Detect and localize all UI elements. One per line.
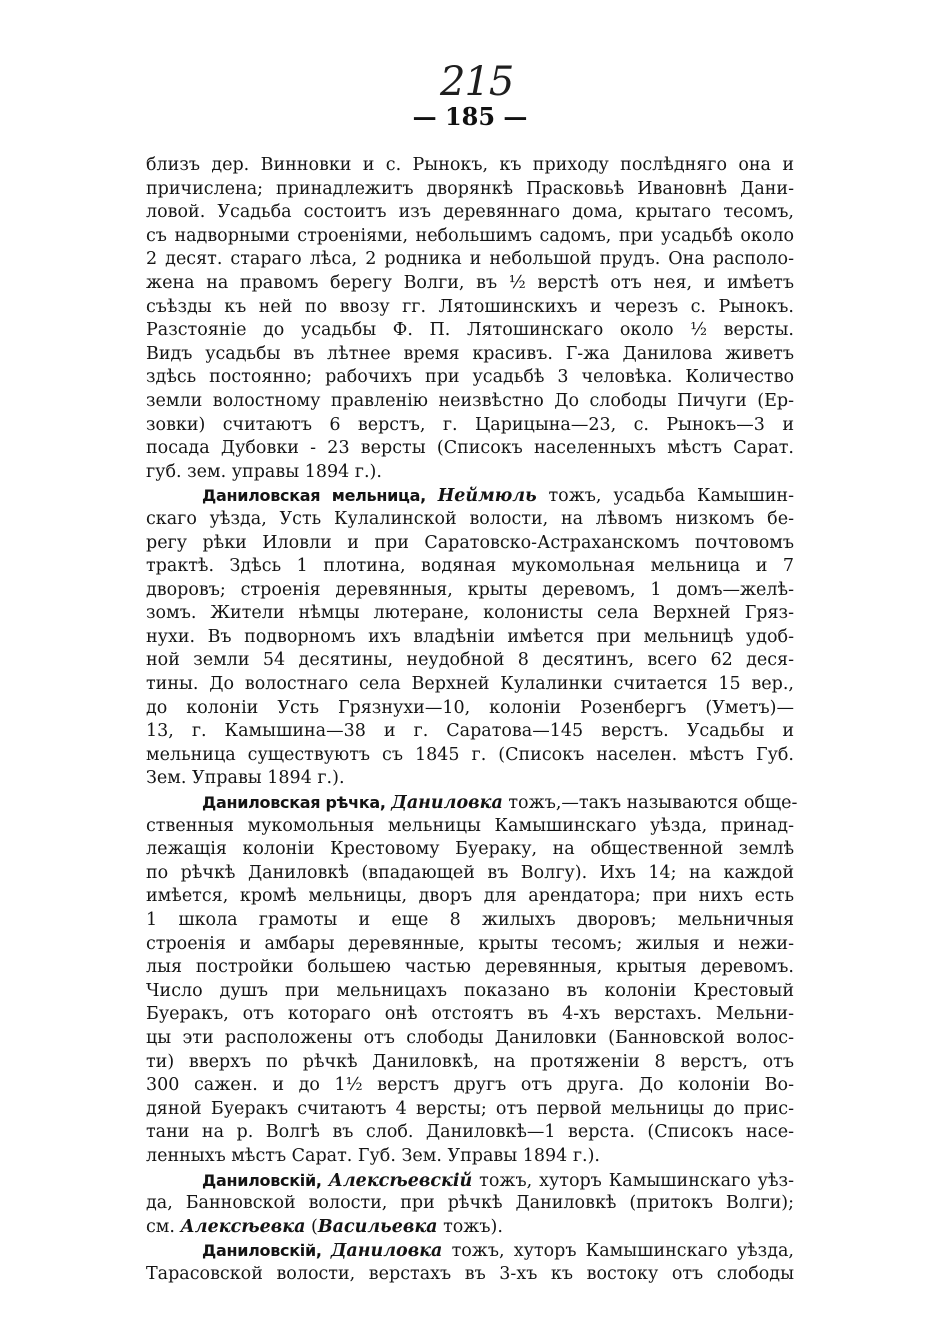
text-line: Тарасовской волости, верстахъ въ 3-хъ къ востоку отъ слободы xyxy=(146,1263,794,1284)
text-line: цы эти расположены отъ слободы Даниловки (Банновской волос- xyxy=(146,1027,794,1048)
handwritten-page-number: 215 xyxy=(440,59,514,105)
text-line: Число душъ при мельницахъ показано въ колоніи Крестовый xyxy=(146,980,794,1001)
entry-term: Даниловская мельница, xyxy=(202,486,426,506)
text-fragment: тожъ). xyxy=(437,1216,503,1237)
text-fragment: тожъ, усадьба Камышин- xyxy=(536,486,794,507)
text-line: зомъ. Жители нѣмцы лютеране, колонисты села Верхней Гряз- xyxy=(146,603,794,624)
text-line: до колоніи Усть Грязнухи—10, колоніи Розенбергъ (Уметъ)— xyxy=(146,697,794,718)
text-line: строенія и амбары деревянные, крыты тесомъ; жилыя и нежи- xyxy=(146,933,794,954)
entry-term: Даниловскій, xyxy=(202,1241,322,1261)
entry-danilovskiy-alekseevskiy xyxy=(146,1169,794,1240)
text-line: 300 сажен. и до 1½ верстъ другъ отъ друга. До колоніи Во- xyxy=(146,1075,794,1096)
entry-term: Даниловскій, xyxy=(202,1170,322,1190)
text-line: губ. зем. управы 1894 г.). xyxy=(146,461,382,482)
text-line: здѣсь постоянно; рабочихъ при усадьбѣ 3 человѣка. Количество xyxy=(146,367,794,388)
text-line: регу рѣки Иловли и при Саратовско-Астраханскомъ почтовомъ xyxy=(146,532,794,553)
entry-danilovskaya-melnitsa xyxy=(146,484,794,791)
entry-danilovskiy-danilovka xyxy=(146,1239,794,1286)
entry-alt-name: Даниловка xyxy=(391,793,503,814)
text-line: дяной Буеракъ считаютъ 4 версты; отъ первой мельницы до прис- xyxy=(146,1098,794,1119)
text-fragment: тожъ, хуторъ Камышинскаго уѣзда, xyxy=(442,1241,794,1262)
text-line: причислена; принадлежитъ дворянкѣ Прасковьѣ Ивановнѣ Дани- xyxy=(146,178,794,199)
text-line: нухи. Въ подворномъ ихъ владѣніи имѣется при мельницѣ удоб- xyxy=(146,626,794,647)
cross-reference-line xyxy=(146,1216,794,1240)
cross-reference: Алексѣевка xyxy=(180,1216,306,1237)
text-fragment: тожъ,—такъ называются обще- xyxy=(502,793,798,814)
text-line: ной земли 54 десятины, неудобной 8 десятинъ, всего 62 деся- xyxy=(146,650,794,671)
text-line: имѣется, кромѣ мельницы, дворъ для арендатора; при нихъ есть xyxy=(146,886,794,907)
entry-alt-name: Неймюль xyxy=(437,486,537,507)
text-line: Видъ усадьбы въ лѣтнее время красивъ. Г-жа Данилова живетъ xyxy=(146,343,794,364)
text-line: Разстояніе до усадьбы Ф. П. Лятошинскаго около ½ версты. xyxy=(146,320,794,341)
text-line: 13, г. Камышина—38 и г. Саратова—145 верстъ. Усадьбы и xyxy=(146,721,794,742)
text-line: да, Банновской волости, при рѣчкѣ Даниловкѣ (притокъ Волги); xyxy=(146,1193,794,1214)
body-text xyxy=(146,154,798,1287)
entry-term: Даниловская рѣчка, xyxy=(202,793,386,813)
text-line: посада Дубовки - 23 версты (Списокъ населенныхъ мѣстъ Сарат. xyxy=(146,438,794,459)
text-line: тины. До волостнаго села Верхней Кулалинки считается 15 вер., xyxy=(146,674,794,695)
entry-continuation xyxy=(146,154,794,484)
text-line: ловой. Усадьба состоитъ изъ деревяннаго дома, крытаго тесомъ, xyxy=(146,202,794,223)
text-line: скаго уѣзда, Усть Кулалинской волости, на лѣвомъ низкомъ бе- xyxy=(146,508,794,529)
entry-danilovskaya-rechka xyxy=(146,791,798,1169)
text-line: тани на р. Волгѣ въ слоб. Даниловкѣ—1 верста. (Списокъ насе- xyxy=(146,1122,794,1143)
see-prefix: см. xyxy=(146,1216,181,1237)
text-line: трактѣ. Здѣсь 1 плотина, водяная мукомольная мельница и 7 xyxy=(146,556,794,577)
text-line: ти) вверхъ по рѣчкѣ Даниловкѣ, на протяженіи 8 верстъ, отъ xyxy=(146,1051,794,1072)
text-line: близъ дер. Винновки и с. Рынокъ, къ приходу послѣдняго она и xyxy=(146,155,794,175)
entry-alt-name: Даниловка xyxy=(330,1241,443,1262)
text-line: съѣзды къ ней по ввозу гг. Лятошинскихъ и черезъ с. Рынокъ. xyxy=(146,296,794,317)
text-line: лыя постройки большею частью деревянныя, крытыя деревомъ. xyxy=(146,957,794,978)
text-line: ленныхъ мѣстъ Сарат. Губ. Зем. Управы 1894 г.). xyxy=(146,1145,600,1166)
text-line: съ надворными строеніями, небольшимъ садомъ, при усадьбѣ около xyxy=(146,225,794,246)
text-line: дворовъ; строенія деревянныя, крыты деревомъ, 1 домъ—желѣ- xyxy=(146,579,794,600)
text-line: ственныя мукомольныя мельницы Камышинскаго уѣзда, принад- xyxy=(146,815,794,836)
text-line: мельница существуютъ съ 1845 г. (Списокъ населен. мѣстъ Губ. xyxy=(146,744,794,765)
text-line: по рѣчкѣ Даниловкѣ (впадающей въ Волгу). Ихъ 14; на каждой xyxy=(146,862,794,883)
text-line: земли волостному правленію неизвѣстно До слободы Пичуги (Ер- xyxy=(146,390,794,411)
cross-reference: Васильевка xyxy=(317,1216,438,1237)
text-line: Зем. Управы 1894 г.). xyxy=(146,768,345,789)
text-line: 1 школа грамоты и еще 8 жилыхъ дворовъ; мельничныя xyxy=(146,910,794,930)
text-fragment: тожъ, хуторъ Камышинскаго уѣз- xyxy=(472,1170,794,1191)
entry-heading-line xyxy=(146,791,798,815)
text-line: жена на правомъ берегу Волги, въ ½ верстѣ отъ нея, и имѣетъ xyxy=(146,272,794,293)
text-fragment: ( xyxy=(305,1216,318,1237)
entry-heading-line xyxy=(146,1239,794,1263)
printed-page-number: — 185 — xyxy=(412,102,528,131)
entry-alt-name: Алексѣевскій xyxy=(328,1170,473,1191)
text-line: Буеракъ, отъ котораго онѣ отстоятъ въ 4-хъ верстахъ. Мельни- xyxy=(146,1004,794,1025)
entry-heading-line xyxy=(146,1169,794,1193)
text-line: зовки) считаютъ 6 верстъ, г. Царицына—23, с. Рынокъ—3 и xyxy=(146,414,794,435)
entry-heading-line xyxy=(146,484,794,508)
text-line: лежащія колоніи Крестовому Буераку, на общественной землѣ xyxy=(146,839,794,860)
text-line: 2 десят. стараго лѣса, 2 родника и небольшой прудъ. Она располо- xyxy=(146,249,794,270)
